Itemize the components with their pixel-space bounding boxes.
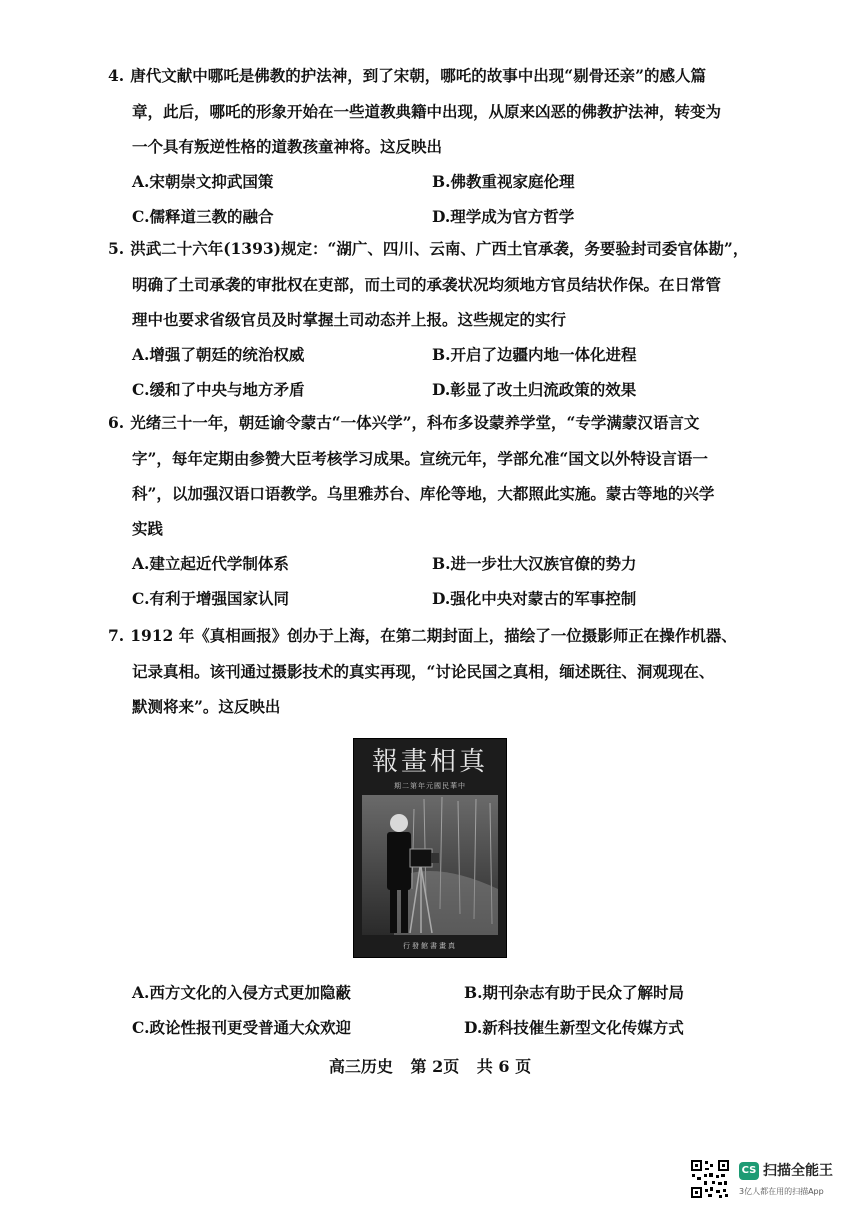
- option-d: D.彰显了改土归流政策的效果: [432, 380, 637, 399]
- camscanner-name: 扫描全能王: [763, 1163, 833, 1179]
- question-number: 7.: [108, 626, 125, 645]
- option-c: C.有利于增强国家认同: [132, 589, 289, 608]
- question-stem-line: 理中也要求省级官员及时掌握土司动态并上报。这些规定的实行: [132, 310, 567, 329]
- question-5: [108, 231, 768, 407]
- option-b: B.期刊杂志有助于民众了解时局: [464, 983, 684, 1002]
- options-row: [108, 975, 768, 1010]
- option-b: B.进一步壮大汉族官僚的势力: [432, 554, 637, 573]
- footer-subject: 高三历史: [328, 1057, 393, 1076]
- qr-code-icon: [690, 1159, 730, 1199]
- option-a: A.建立起近代学制体系: [132, 554, 289, 573]
- option-c: C.政论性报刊更受普通大众欢迎: [132, 1018, 351, 1037]
- question-stem-line: 章，此后，哪吒的形象开始在一些道教典籍中出现，从原来凶恶的佛教护法神，转变为: [132, 102, 722, 121]
- options-row: [108, 581, 768, 616]
- page-footer: [0, 1055, 860, 1079]
- question-stem-line: 实践: [132, 519, 164, 538]
- magazine-cover-image: [353, 738, 507, 958]
- option-b: B.佛教重视家庭伦理: [432, 172, 575, 191]
- photographer-illustration: [354, 739, 506, 957]
- option-c: C.缓和了中央与地方矛盾: [132, 380, 305, 399]
- question-stem-line: 默测将来”。这反映出: [132, 697, 281, 716]
- question-number: 4.: [108, 66, 125, 85]
- question-stem-line: 字”，每年定期由参赞大臣考核学习成果。宣统元年，学部允准“国文以外特设言语一: [132, 449, 708, 468]
- option-a: A.西方文化的入侵方式更加隐蔽: [132, 983, 351, 1002]
- question-6: [108, 405, 768, 616]
- option-d: D.强化中央对蒙古的军事控制: [432, 589, 637, 608]
- options-row: [108, 199, 768, 234]
- question-stem-line: 科”，以加强汉语口语教学。乌里雅苏台、库伦等地，大都照此实施。蒙古等地的兴学: [132, 484, 715, 503]
- cover-title: 報畫相真: [371, 747, 488, 777]
- question-stem-line: 光绪三十一年，朝廷谕令蒙古“一体兴学”，科布多设蒙养学堂，“专学满蒙汉语言文: [130, 413, 700, 432]
- camscanner-logo: CS: [739, 1162, 759, 1180]
- question-7: [108, 618, 768, 724]
- options-row: [108, 546, 768, 581]
- option-a: A.增强了朝廷的统治权威: [132, 345, 305, 364]
- options-row: [108, 372, 768, 407]
- footer-page-number: 第 2页: [410, 1057, 460, 1076]
- option-c: C.儒释道三教的融合: [132, 207, 274, 226]
- question-number: 5.: [108, 239, 125, 258]
- option-b: B.开启了边疆内地一体化进程: [432, 345, 637, 364]
- options-row: [108, 337, 768, 372]
- options-row: [108, 164, 768, 199]
- question-number: 6.: [108, 413, 125, 432]
- camscanner-tagline: 3亿人都在用的扫描App: [739, 1187, 824, 1196]
- cover-subtitle: 期二第年元國民華中: [394, 782, 466, 790]
- question-stem-line: 洪武二十六年(1393)规定：“湖广、四川、云南、广西土官承袭，务要验封司委官体勘”，: [130, 239, 749, 258]
- option-a: A.宋朝崇文抑武国策: [132, 172, 274, 191]
- option-d: D.理学成为官方哲学: [432, 207, 575, 226]
- question-7-options: [108, 975, 768, 1045]
- question-stem-line: 一个具有叛逆性格的道教孩童神将。这反映出: [132, 137, 443, 156]
- option-d: D.新科技催生新型文化传媒方式: [464, 1018, 684, 1037]
- question-stem-line: 1912 年《真相画报》创办于上海，在第二期封面上，描绘了一位摄影师正在操作机器、: [130, 626, 737, 645]
- question-stem-line: 唐代文献中哪吒是佛教的护法神，到了宋朝，哪吒的故事中出现“剔骨还亲”的感人篇: [130, 66, 707, 85]
- question-stem-line: 明确了土司承袭的审批权在吏部，而土司的承袭状况均须地方官员结状作保。在日常管: [132, 275, 722, 294]
- cover-bottom-caption: 行發館書畫真: [403, 942, 457, 950]
- question-stem-line: 记录真相。该刊通过摄影技术的真实再现，“讨论民国之真相，缅述既往、洞观现在、: [132, 662, 715, 681]
- question-4: [108, 58, 768, 234]
- options-row: [108, 1010, 768, 1045]
- footer-total-pages: 共 6 页: [476, 1057, 532, 1076]
